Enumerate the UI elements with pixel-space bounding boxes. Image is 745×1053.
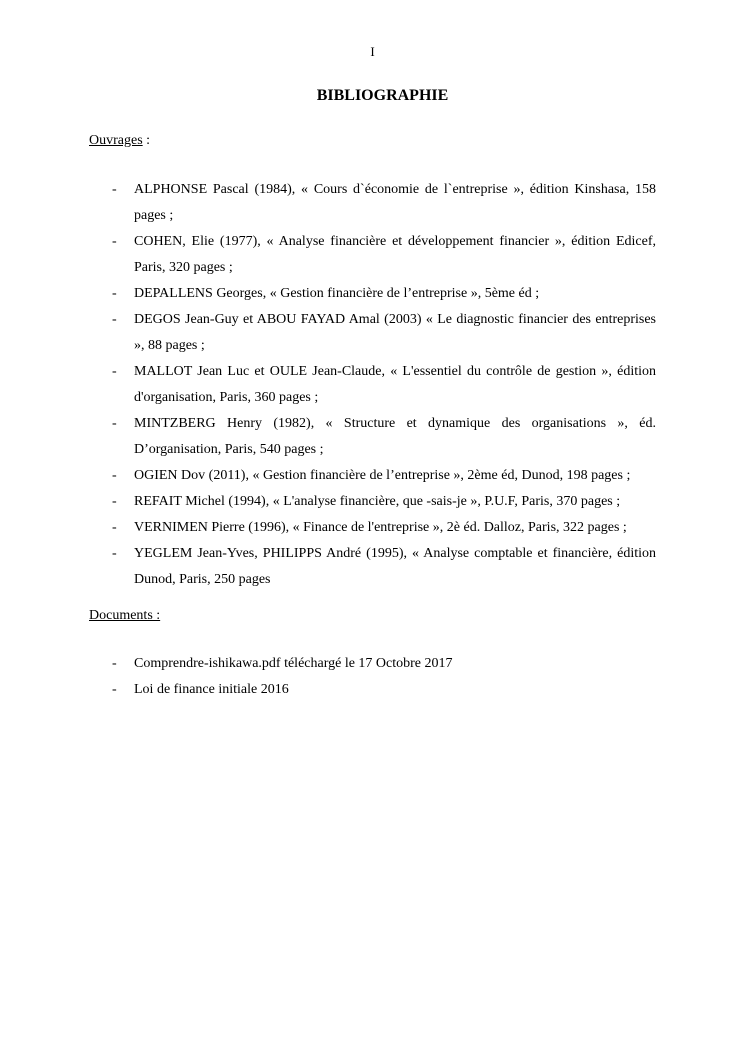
list-item [89,677,656,703]
reference-text: DEGOS Jean-Guy et ABOU FAYAD Amal (2003) « Le diagnostic financier des entreprises », 88 pages ; [134,312,656,353]
list-item [89,463,656,489]
list-item [89,229,656,281]
reference-text: REFAIT Michel (1994), « L'analyse financière, que -sais-je », P.U.F, Paris, 370 pages ; [134,494,621,509]
section-heading-documents [89,607,656,625]
section-heading-ouvrages-suffix: : [142,133,151,148]
reference-text: VERNIMEN Pierre (1996), « Finance de l'entreprise », 2è éd. Dalloz, Paris, 322 pages ; [134,520,627,535]
reference-text: OGIEN Dov (2011), « Gestion financière de l’entreprise », 2ème éd, Dunod, 198 pages ; [134,468,631,483]
list-bullet: - [112,182,117,197]
list-bullet: - [112,682,117,697]
document-text: Loi de finance initiale 2016 [134,682,289,697]
list-item [89,651,656,677]
list-bullet: - [112,520,117,535]
list-bullet: - [112,494,117,509]
list-item [89,411,656,463]
list-item [89,281,656,307]
list-item [89,489,656,515]
list-bullet: - [112,286,117,301]
documents-list [89,651,656,703]
list-bullet: - [112,416,117,431]
list-item [89,359,656,411]
section-ouvrages [89,132,656,593]
list-bullet: - [112,234,117,249]
list-bullet: - [112,546,117,561]
section-documents [89,607,656,703]
page-number: I [370,44,375,59]
reference-text: MALLOT Jean Luc et OULE Jean-Claude, « L'essentiel du contrôle de gestion », édition d'organisation, Paris, 360 pages ; [134,364,656,405]
section-heading-documents-label: Documents : [89,608,161,623]
list-bullet: - [112,312,117,327]
list-item [89,177,656,229]
document-text: Comprendre-ishikawa.pdf téléchargé le 17 Octobre 2017 [134,656,453,671]
list-bullet: - [112,656,117,671]
section-heading-ouvrages [89,132,656,150]
reference-text: COHEN, Elie (1977), « Analyse financière et développement financier », édition Edicef, Paris, 320 pages ; [134,234,656,275]
list-bullet: - [112,468,117,483]
page-title: BIBLIOGRAPHIE [316,87,449,104]
list-bullet: - [112,364,117,379]
reference-text: YEGLEM Jean-Yves, PHILIPPS André (1995), « Analyse comptable et financière, édition Dunod, Paris, 250 pages [134,546,656,587]
reference-text: MINTZBERG Henry (1982), « Structure et dynamique des organisations », éd. D’organisation, Paris, 540 pages ; [134,416,656,457]
reference-text: DEPALLENS Georges, « Gestion financière de l’entreprise », 5ème éd ; [134,286,540,301]
list-item [89,307,656,359]
reference-text: ALPHONSE Pascal (1984), « Cours d`économie de l`entreprise », édition Kinshasa, 158 pages ; [134,182,656,223]
list-item [89,515,656,541]
ouvrages-list [89,177,656,593]
list-item [89,541,656,593]
section-heading-ouvrages-label: Ouvrages [89,133,143,148]
